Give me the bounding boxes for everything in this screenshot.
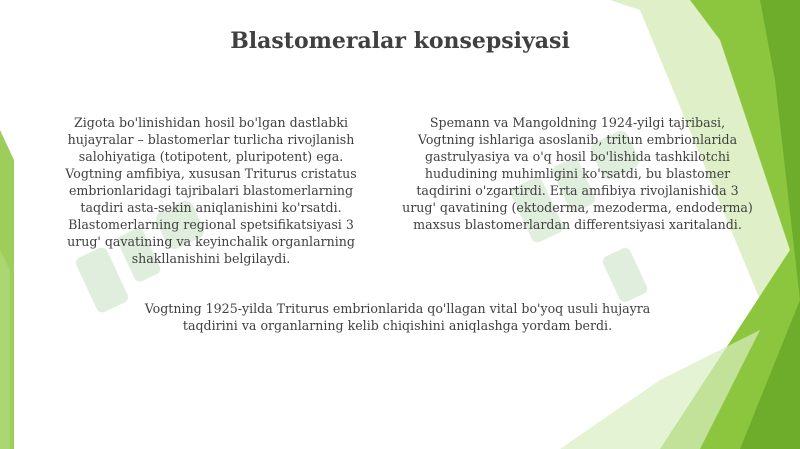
bottom-text-block: Vogtning 1925-yilda Triturus embrionlarida qo'llagan vital bo'yoq usuli hujayra taqdirini va organlarning kelib chiqishini aniqlashga yordam berdi. <box>144 301 651 333</box>
left-green-stripe-light <box>0 250 10 449</box>
left-text-block: Zigota bo'linishidan hosil bo'lgan dastlabki hujayralar – blastomerlar turlicha rivojlanish salohiyatiga (totipotent, pluripotent) ega. Vogtning amfibiya, xususan Triturus cristatus embrionlaridagi tajribalari blastomerlarning taqdiri asta-sekin aniqlanishini ko'rsatdi. Blastomerlarning regional spetsifikatsiyasi 3 urug' qavatining va keyinchalik organlarning shakllanishini belgilaydi. <box>65 115 357 266</box>
right-text-block: Spemann va Mangoldning 1924-yilgi tajribasi, Vogtning ishlariga asoslanib, tritun embrionlarida gastrulyasiya va o'q hosil bo'lishida tashkilotchi hududining muhimligini ko'rsatdi, bu blastomer taqdirini o'zgartirdi. Erta amfibiya rivojlanishida 3 urug' qavatining (ektoderma, mezoderma, endoderma) maxsus blastomerlardan differentsiyasi xaritalandi. <box>402 115 753 232</box>
slide-title: Blastomeralar konsepsiyasi <box>230 28 570 54</box>
